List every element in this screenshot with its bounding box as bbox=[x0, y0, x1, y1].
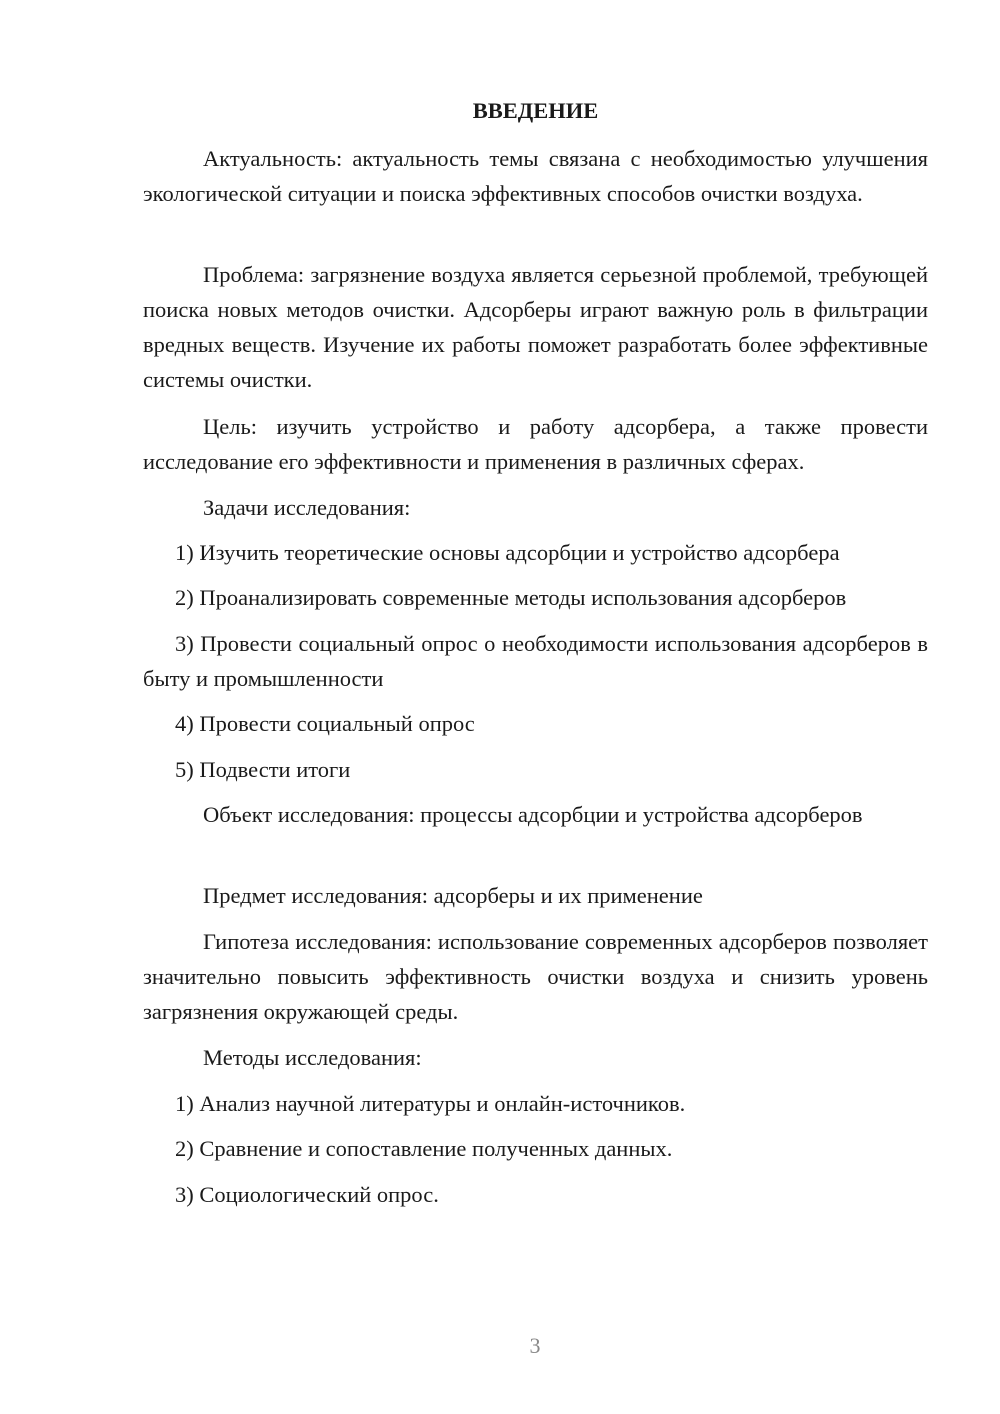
methods-heading-block bbox=[143, 1040, 928, 1075]
method-item-3-block bbox=[143, 1177, 928, 1212]
task-item: 5) Подвести итоги bbox=[175, 757, 351, 782]
task-item-3-block bbox=[143, 626, 928, 696]
relevance-block bbox=[143, 141, 928, 211]
goal-block bbox=[143, 409, 928, 479]
method-item-1-block bbox=[143, 1086, 928, 1121]
problem-paragraph: Проблема: загрязнение воздуха является серьезной проблемой, требующей поиска новых методов очистки. Адсорберы играют важную роль в фильтрации вредных веществ. Изучение их работы поможет разработать более эффективные системы очистки. bbox=[143, 262, 928, 392]
hypothesis-block bbox=[143, 924, 928, 1029]
object-paragraph: Объект исследования: процессы адсорбции и устройства адсорберов bbox=[203, 802, 863, 827]
tasks-heading-block bbox=[143, 490, 928, 525]
goal-paragraph: Цель: изучить устройство и работу адсорбера, а также провести исследование его эффективности и применения в различных сферах. bbox=[143, 414, 928, 474]
task-item-4-block bbox=[143, 706, 928, 741]
task-item: 4) Провести социальный опрос bbox=[175, 711, 475, 736]
problem-block bbox=[143, 257, 928, 397]
relevance-paragraph: Актуальность: актуальность темы связана с необходимостью улучшения экологической ситуации и поиска эффективных способов очистки воздуха. bbox=[143, 146, 928, 206]
object-block bbox=[143, 797, 928, 832]
method-item-2-block bbox=[143, 1131, 928, 1166]
subject-paragraph: Предмет исследования: адсорберы и их применение bbox=[203, 883, 703, 908]
methods-heading: Методы исследования: bbox=[203, 1045, 422, 1070]
task-item: 3) Провести социальный опрос о необходимости использования адсорберов в быту и промышленности bbox=[143, 631, 928, 691]
subject-block bbox=[143, 878, 928, 913]
method-item: 3) Социологический опрос. bbox=[175, 1182, 439, 1207]
task-item: 2) Проанализировать современные методы использования адсорберов bbox=[175, 585, 847, 610]
tasks-heading: Задачи исследования: bbox=[203, 495, 411, 520]
method-item: 1) Анализ научной литературы и онлайн-источников. bbox=[175, 1091, 686, 1116]
section-title: ВВЕДЕНИЕ bbox=[472, 98, 599, 123]
task-item-5-block bbox=[143, 752, 928, 787]
task-item-1-block bbox=[143, 535, 928, 570]
task-item: 1) Изучить теоретические основы адсорбции и устройство адсорбера bbox=[175, 540, 840, 565]
page-number: 3 bbox=[529, 1333, 541, 1358]
method-item: 2) Сравнение и сопоставление полученных данных. bbox=[175, 1136, 673, 1161]
task-item-2-block bbox=[143, 580, 928, 615]
hypothesis-paragraph: Гипотеза исследования: использование современных адсорберов позволяет значительно повысить эффективность очистки воздуха и снизить уровень загрязнения окружающей среды. bbox=[143, 929, 928, 1024]
